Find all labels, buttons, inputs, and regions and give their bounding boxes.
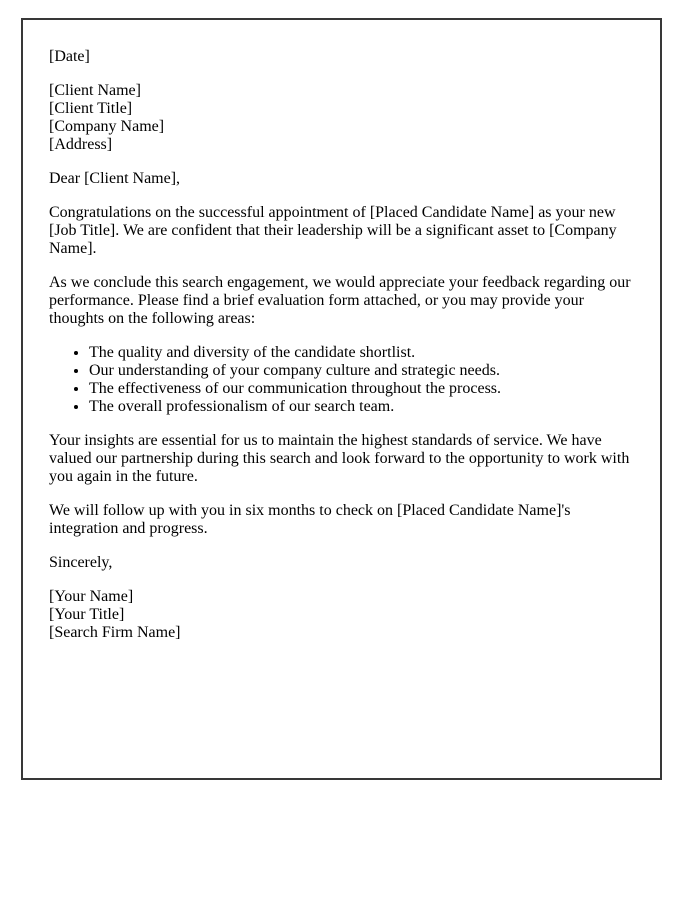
list-item: • Our understanding of your company culture and strategic needs.: [89, 362, 634, 380]
date-placeholder: [Date]: [49, 48, 90, 65]
paragraph-follow-up: We will follow up with you in six months to check on [Placed Candidate Name]'s integration and progress.: [49, 502, 571, 537]
signature-block: [49, 588, 634, 642]
list-item: • The effectiveness of our communication throughout the process.: [89, 380, 634, 398]
salutation: Dear [Client Name],: [49, 170, 181, 187]
letter-body: [49, 48, 634, 642]
paragraph-congratulations: Congratulations on the successful appointment of [Placed Candidate Name] as your new [Job Title]. We are confident that their leadership will be a significant asset to [Company Name].: [49, 204, 617, 257]
recipient-title: [Client Title]: [49, 100, 133, 117]
feedback-areas-list: [49, 344, 634, 416]
sign-off: Sincerely,: [49, 554, 113, 571]
recipient-block: [49, 82, 634, 154]
list-item: • The overall professionalism of our search team.: [89, 398, 634, 416]
recipient-address: [Address]: [49, 136, 113, 153]
signature-name: [Your Name]: [49, 588, 134, 605]
signature-title: [Your Title]: [49, 606, 125, 623]
letter-page: [21, 18, 662, 780]
signature-firm: [Search Firm Name]: [49, 624, 181, 641]
list-item: • The quality and diversity of the candidate shortlist.: [89, 344, 634, 362]
paragraph-insights: Your insights are essential for us to maintain the highest standards of service. We have valued our partnership during this search and look forward to the opportunity to work with you again in the future.: [49, 432, 630, 485]
paragraph-feedback-request: As we conclude this search engagement, we would appreciate your feedback regarding our performance. Please find a brief evaluation form attached, or you may provide your thoughts on the following areas:: [49, 274, 631, 327]
recipient-company: [Company Name]: [49, 118, 165, 135]
recipient-name: [Client Name]: [49, 82, 141, 99]
